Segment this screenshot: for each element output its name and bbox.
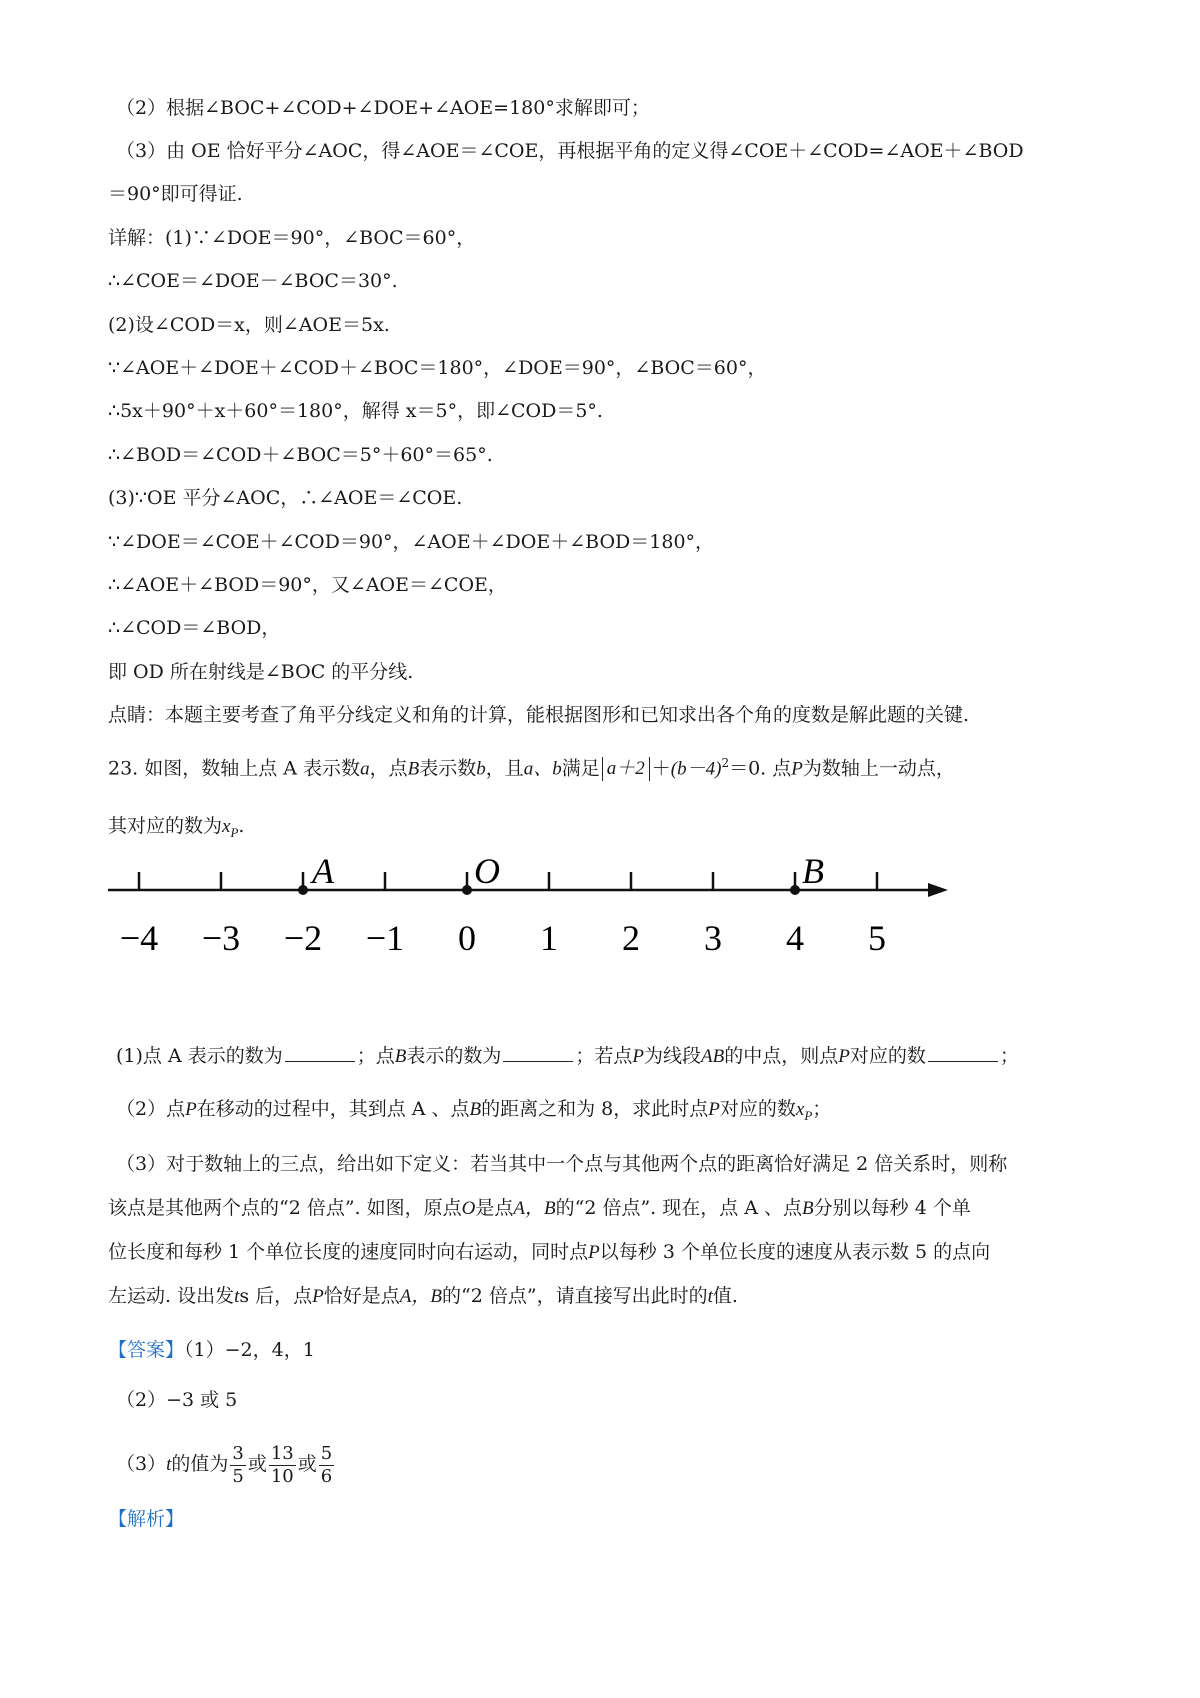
text-line: ∵∠AOE＋∠DOE＋∠COD＋∠BOC＝180°，∠DOE＝90°，∠BOC＝60°， <box>108 357 767 379</box>
axis-arrow-icon <box>928 883 948 897</box>
axis-tick-label: −3 <box>201 918 241 958</box>
axis-tick-label: 4 <box>786 918 804 958</box>
sub-question-3-line-4: 左运动. 设出发ts 后，点P恰好是点A，B的“2 倍点”，请直接写出此时的t值. <box>108 1285 738 1307</box>
answer-label: 【答案】 <box>108 1339 185 1361</box>
answer-line-1: 【答案】（1）−2，4，1 <box>108 1339 315 1361</box>
sub-question-1: (1)点 A 表示的数为 ；点B表示的数为 ；若点P为线段AB的中点，则点P对应的数 ； <box>116 1041 1110 1071</box>
text-line: (2)设∠COD＝x，则∠AOE＝5x. <box>108 314 390 336</box>
text-line: 即 OD 所在射线是∠BOC 的平分线. <box>108 661 414 683</box>
number-line-diagram <box>0 850 1200 960</box>
axis-tick-label: −1 <box>365 918 405 958</box>
axis-tick-label: 5 <box>868 918 886 958</box>
text-line: （3）由 OE 恰好平分∠AOC，得∠AOE＝∠COE，再根据平角的定义得∠COE＋∠COD=∠AOE＋∠BOD <box>116 140 1024 162</box>
text-line: ∵∠DOE＝∠COE＋∠COD＝90°，∠AOE＋∠DOE＋∠BOD＝180°， <box>108 531 715 553</box>
fraction: $\frac{13}{10}$ <box>270 1442 294 1487</box>
analysis-label: 【解析】 <box>108 1508 185 1530</box>
axis-tick-label: −4 <box>119 918 159 958</box>
point-O-dot <box>462 885 472 895</box>
answer-blank <box>285 1041 355 1062</box>
text-line: 详解：(1)∵∠DOE＝90°，∠BOC＝60°， <box>108 227 476 249</box>
sub-question-3-line-1: （3）对于数轴上的三点，给出如下定义：若当其中一个点与其他两个点的距离恰好满足 2 倍关系时，则称 <box>116 1153 1008 1175</box>
text-line: （2）根据∠BOC+∠COD+∠DOE+∠AOE=180°求解即可； <box>116 97 650 119</box>
point-B-label: B <box>802 851 824 891</box>
question-23-stem: 23. 如图，数轴上点 A 表示数a，点B表示数b，且a、b满足 $a+2 +(b-4)^2=0$. 点P为数轴上一动点， <box>108 756 955 780</box>
sub-question-3-line-2: 该点是其他两个点的“2 倍点”. 如图，原点O是点A，B的“2 倍点”. 现在，点 A 、点B分别以每秒 4 个单 <box>108 1197 971 1219</box>
axis-tick-label: 2 <box>622 918 640 958</box>
text-line: ∴∠AOE＋∠BOD＝90°，又∠AOE＝∠COE， <box>108 574 507 596</box>
text-line: ∴∠COD＝∠BOD， <box>108 617 281 639</box>
text-line: (3)∵OE 平分∠AOC，∴∠AOE＝∠COE. <box>108 487 463 509</box>
fraction: $\frac{3}{5}$ <box>232 1442 244 1487</box>
point-A-dot <box>298 885 308 895</box>
text-line: ∴∠BOD＝∠COD＋∠BOC＝5°＋60°＝65°. <box>108 444 493 466</box>
answer-line-3: （3）t的值为 $\frac{3}{5}$ 或 $\frac{13}{10}$ 或 $\frac{5}{6}$ <box>116 1442 333 1487</box>
axis-tick-label: 0 <box>458 918 476 958</box>
fraction: $\frac{5}{6}$ <box>320 1442 333 1487</box>
point-A-label: A <box>312 851 334 891</box>
text-line: ＝90°即可得证. <box>108 183 243 205</box>
answer-line-2: （2）−3 或 5 <box>116 1389 238 1411</box>
axis-tick-label: −2 <box>283 918 323 958</box>
point-O-label: O <box>474 851 500 891</box>
absolute-value: a＋2 <box>602 757 650 781</box>
question-23-stem-cont: 其对应的数为$x_P$. <box>108 815 245 840</box>
axis-tick-labels <box>120 918 886 958</box>
point-B-dot <box>790 885 800 895</box>
text-line: ∴∠COE＝∠DOE－∠BOC＝30°. <box>108 270 398 292</box>
sub-question-2: （2）点P在移动的过程中，其到点 A 、点B的距离之和为 8，求此时点P对应的数$x_P$； <box>116 1098 832 1123</box>
answer-blank <box>503 1041 573 1062</box>
axis-tick-label: 1 <box>540 918 558 958</box>
answer-blank <box>928 1041 998 1062</box>
sub-question-3-line-3: 位长度和每秒 1 个单位长度的速度同时向右运动，同时点P以每秒 3 个单位长度的速度从表示数 5 的点向 <box>108 1241 991 1263</box>
text-line: ∴5x＋90°＋x＋60°＝180°，解得 x＝5°，即∠COD＝5°. <box>108 400 603 422</box>
text-line: 点睛：本题主要考查了角平分线定义和角的计算，能根据图形和已知求出各个角的度数是解此题的关键. <box>108 704 970 726</box>
axis-ticks <box>139 872 877 890</box>
axis-tick-label: 3 <box>704 918 722 958</box>
